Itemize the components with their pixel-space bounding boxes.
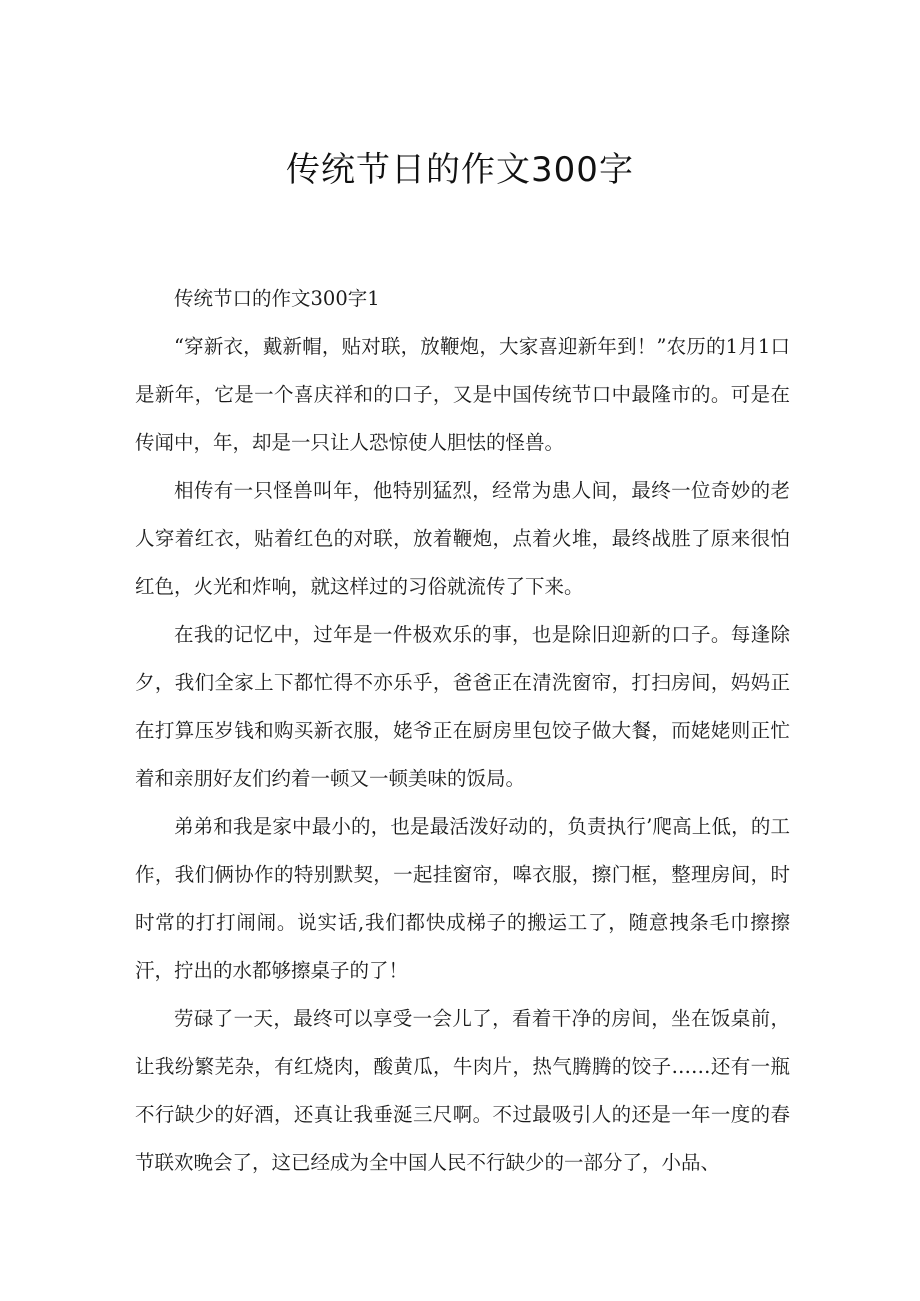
paragraph-2: 相传有一只怪兽叫年，他特别猛烈，经常为患人间，最终一位奇妙的老人穿着红衣，贴着红色的对联，放着鞭炮，点着火堆，最终战胜了原来很怕红色，火光和炸响，就这样过的习俗就流传了下来。: [135, 479, 790, 598]
document-body: [135, 275, 790, 1187]
paragraph-5: 劳碌了一天，最终可以享受一会儿了，看着干净的房间，坐在饭桌前，让我纷繁芜杂，有红烧肉，酸黄瓜，牛肉片，热气腾腾的饺子……还有一瓶不行缺少的好酒，还真让我垂涎三尺啊。不过最吸引人的还是一年一度的春节联欢晚会了，这已经成为全中国人民不行缺少的一部分了，小品、: [135, 1007, 790, 1174]
paragraph-4: 弟弟和我是家中最小的，也是最活泼好动的，负责执行’爬高上低，的工作，我们俩协作的特别默契，一起挂窗帘，嗥衣服，擦门框，整理房间，时时常的打打闹闹。说实话,我们都快成梯子的搬运工了，随意拽条毛巾擦擦汗，拧出的水都够擦桌子的了！: [135, 815, 790, 982]
paragraph-1: “穿新衣，戴新帽，贴对联，放鞭炮，大家喜迎新年到！”农历的1月1口是新年，它是一个喜庆祥和的口子，又是中国传统节口中最隆市的。可是在传闻中，年，却是一只让人恐惊使人胆怯的怪兽。: [135, 335, 790, 454]
paragraph-3: 在我的记忆中，过年是一件极欢乐的事，也是除旧迎新的口子。每逢除夕，我们全家上下都忙得不亦乐乎，爸爸正在清洗窗帘，打扫房间，妈妈正在打算压岁钱和购买新衣服，姥爷正在厨房里包饺子做大餐，而姥姥则正忙着和亲朋好友们约着一顿又一顿美味的饭局。: [135, 623, 790, 790]
document-title: 传统节日的作文300字: [286, 150, 634, 190]
essay-subheading: 传统节口的作文300字1: [174, 287, 380, 310]
